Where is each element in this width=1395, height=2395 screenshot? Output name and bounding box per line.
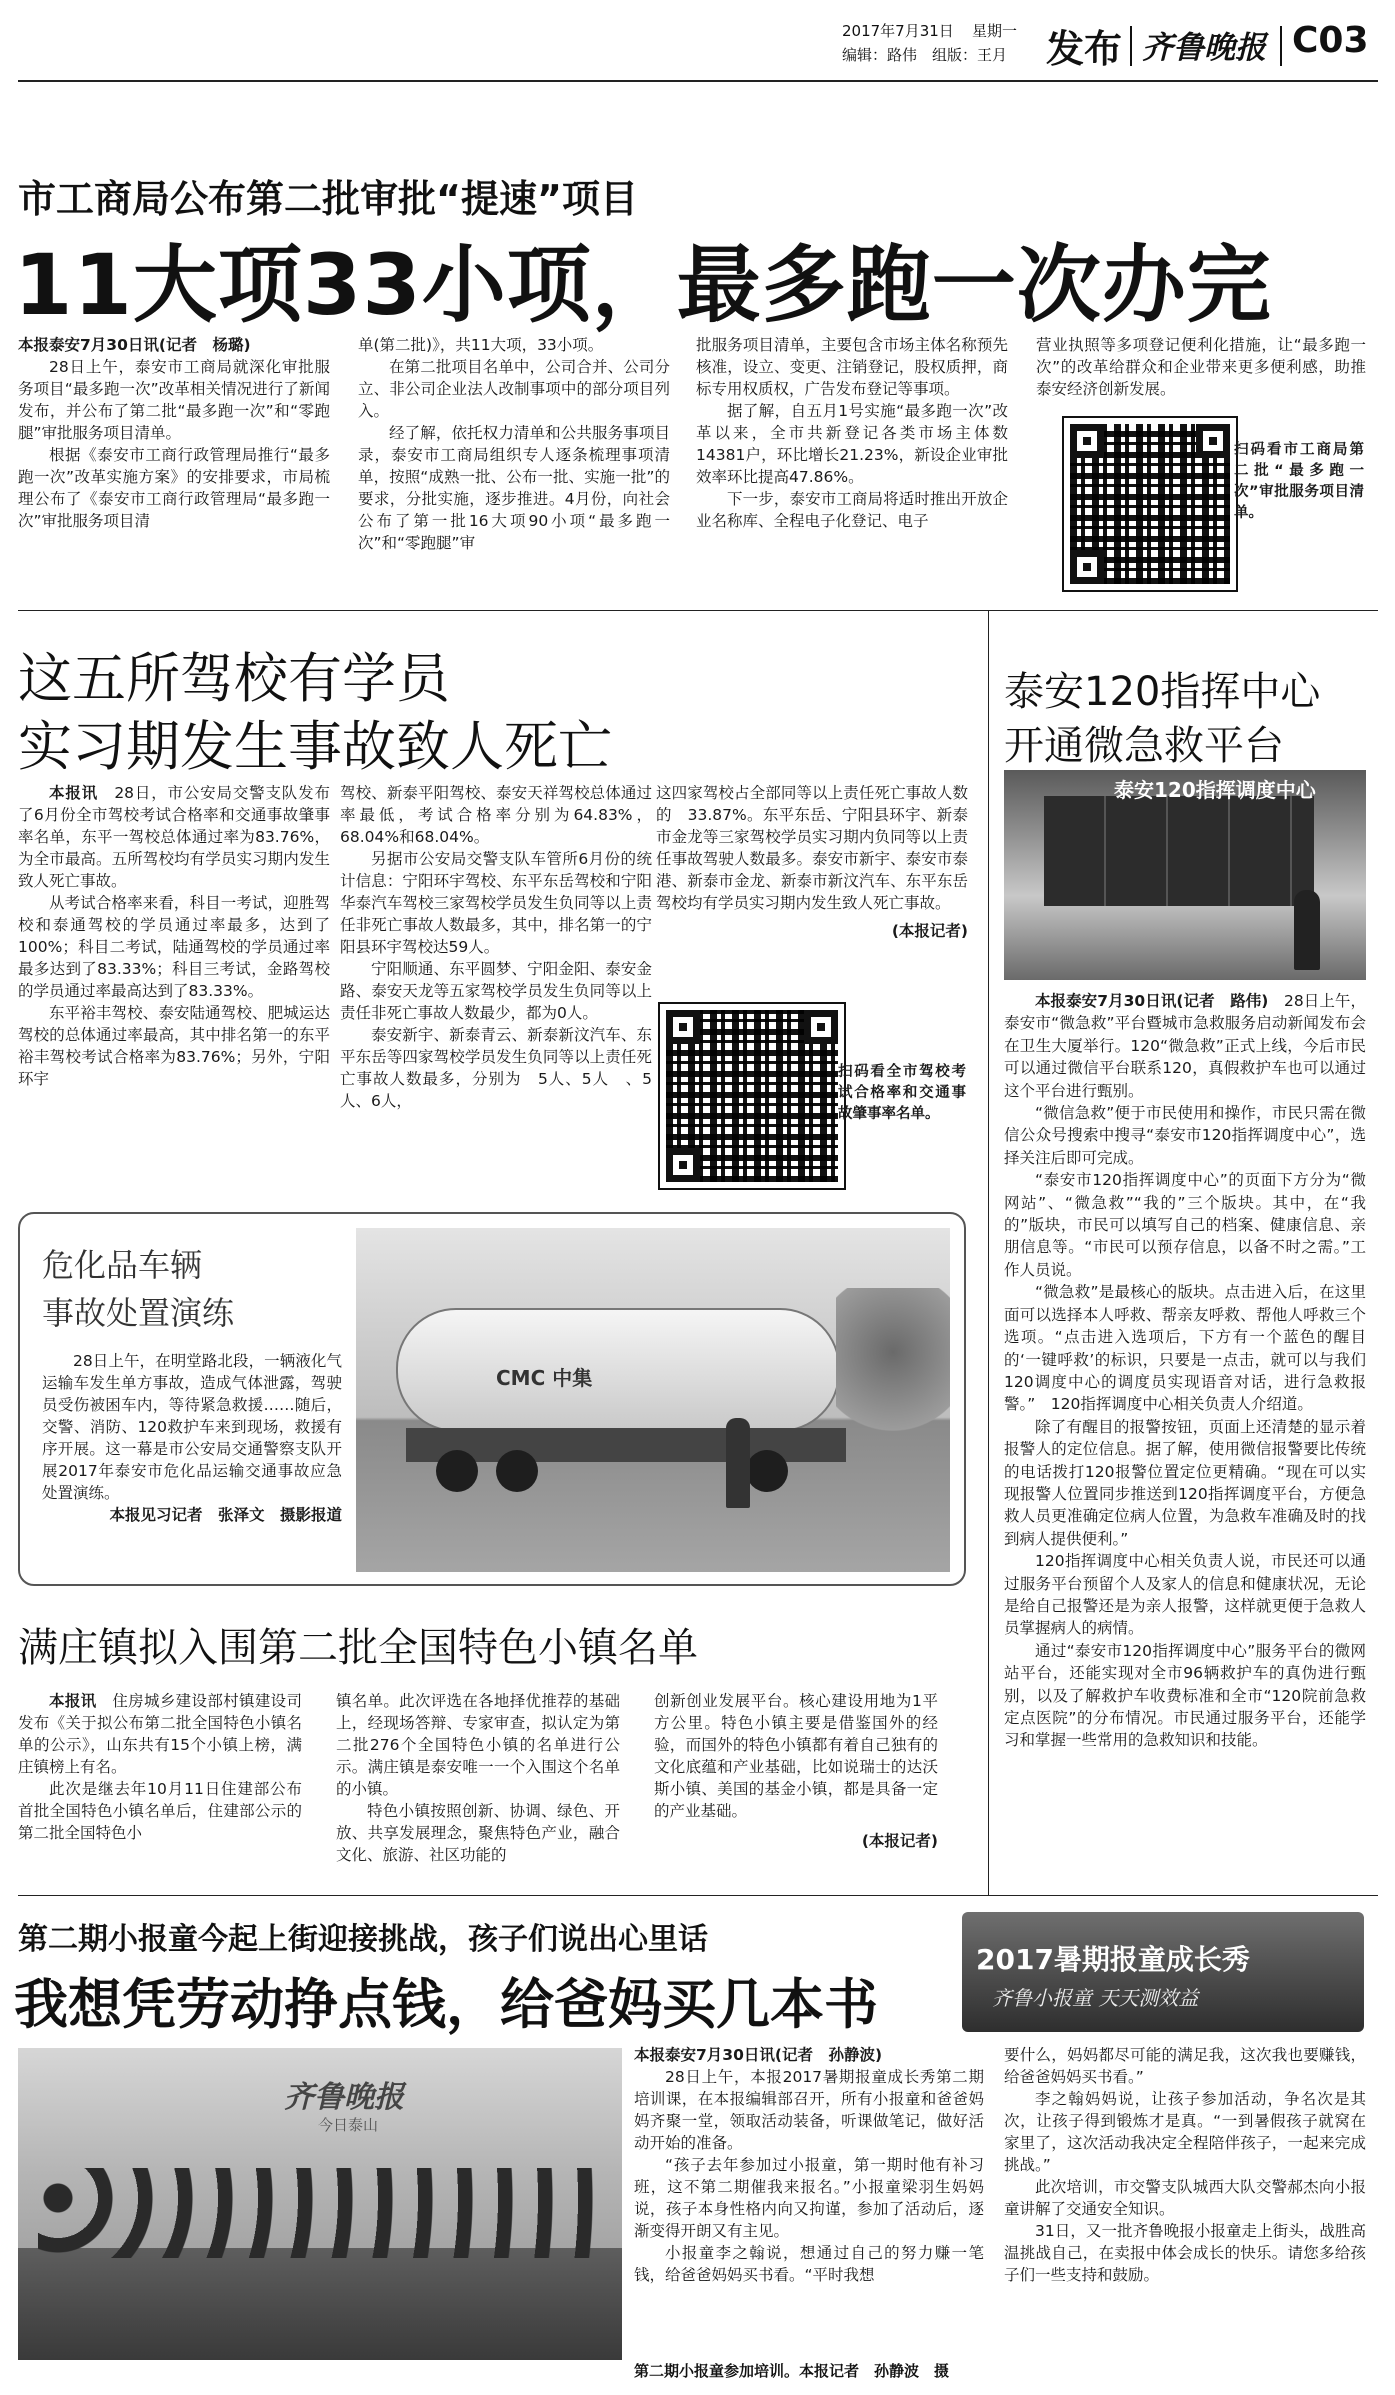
paragraph: 宁阳顺通、东平圆梦、宁阳金阳、泰安金路、泰安天龙等五家驾校学员发生负同等以上责任非死亡事故人数最少，都为0人。 <box>340 960 652 1022</box>
section-name: 发布 <box>1046 27 1123 71</box>
tanker-truck-photo <box>356 1228 950 1572</box>
article6-kicker: 第二期小报童今起上街迎接挑战，孩子们说出心里话 <box>18 1922 708 1957</box>
article2-col1 <box>18 782 330 1090</box>
paragraph: 根据《泰安市工商行政管理局推行“最多跑一次”改革实施方案》的安排要求，市局梳理公布了《泰安市工商行政管理局“最多跑一次”审批服务项目清 <box>18 446 330 530</box>
masthead-rule <box>18 80 1378 82</box>
section-rule <box>18 1895 1378 1896</box>
article2-byline: 本报讯 <box>49 784 98 802</box>
photo-crowd <box>38 2168 598 2258</box>
paragraph: 通过“泰安市120指挥调度中心”服务平台的微网站平台，还能实现对全市96辆救护车的真伪进行甄别，以及了解救护车收费标准和全市“120院前急救定点医院”的分布情况。市民通过服务平台，还能学习和掌握一些常用的急救知识和技能。 <box>1004 1641 1366 1750</box>
paragraph: 驾校、新泰平阳驾校、泰安天祥驾校总体通过率最低，考试合格率分别为64.83%，68.04%和68.04%。 <box>340 784 652 846</box>
paragraph: 除了有醒目的报警按钮，页面上还清楚的显示着报警人的定位信息。据了解，使用微信报警要比传统的电话拨打120报警位置定位更精确。“现在可以实现报警人位置同步推送到120指挥调度平台，方便急救人员更准确定位病人位置，为急救车准确及时的找到病人提供便利。” <box>1004 1417 1366 1548</box>
article1-col1 <box>18 334 330 532</box>
paragraph: 28日上午，本报2017暑期报童成长秀第二期培训课，在本报编辑部召开，所有小报童和爸爸妈妈齐聚一堂，领取活动装备，听课做笔记，做好活动开始的准备。 <box>634 2068 984 2152</box>
editors: 编辑：路伟 组版：王月 <box>842 46 1008 64</box>
paragraph: 经了解，依托权力清单和公共服务事项目录，泰安市工商局组织专人逐条梳理事项清单，按照“成熟一批、公布一批、实施一批”的要求，分批实施，逐步推进。4月份，向社会公布了第一批16大项90小项“最多跑一次”和“零跑腿”审 <box>358 424 670 552</box>
paragraph: “微信急救”便于市民使用和操作，市民只需在微信公众号搜索中搜寻“泰安市120指挥调度中心”，选择关注后即可完成。 <box>1004 1104 1366 1167</box>
article1-byline: 本报泰安7月30日讯(记者 杨璐) <box>18 336 251 354</box>
masthead-divider-2 <box>1280 26 1282 66</box>
article-hazmat-drill <box>18 1212 966 1586</box>
article6-byline: 本报泰安7月30日讯(记者 孙静波) <box>634 2046 883 2064</box>
promo-banner-title: 2017暑期报童成长秀 <box>976 1943 1250 1976</box>
paragraph: 批服务项目清单，主要包含市场主体名称预先核准，设立、变更、注销登记，股权质押，商标专用权质权，广告发布登记等事项。 <box>696 336 1008 398</box>
paragraph: 要什么，妈妈都尽可能的满足我，这次我也要赚钱，给爸爸妈妈买书看。” <box>1004 2046 1366 2086</box>
paragraph: 泰安新宇、新泰青云、新泰新汶汽车、东平东岳等四家驾校学员发生负同等以上责任死亡事故人数最多，分别为 5人、5人 、5人、6人， <box>340 1026 652 1110</box>
article3-byline: 本报泰安7月30日讯(记者 路伟) <box>1035 992 1269 1010</box>
paragraph: 120指挥调度中心相关负责人说，市民还可以通过服务平台预留个人及家人的信息和健康状况，无论是给自己报警还是为亲人报警，这样就更便于急救人员掌握病人的病情。 <box>1004 1552 1366 1638</box>
paragraph: “孩子去年参加过小报童，第一期时他有补习班，这不第二期催我来报名。”小报童梁羽生妈妈说，孩子本身性格内向又拘谨，参加了活动后，逐渐变得开朗又有主见。 <box>634 2156 984 2240</box>
article1-kicker: 市工商局公布第二批审批“提速”项目 <box>18 177 638 221</box>
photo-banner: 泰安120指挥调度中心 <box>1114 778 1316 802</box>
paragraph: 下一步，泰安市工商局将适时推出开放企业名称库、全程电子化登记、电子 <box>696 490 1008 530</box>
paragraph: 据了解，自五月1号实施“最多跑一次”改革以来，全市共新登记各类市场主体数14381户，环比增长21.23%，新设企业审批效率环比提高47.86%。 <box>696 402 1008 486</box>
article2-qr-caption: 扫码看全市驾校考试合格率和交通事故肇事率名单。 <box>838 1064 966 1122</box>
paragraph: 28日上午，泰安市工商局就深化审批服务项目“最多跑一次”改革相关情况进行了新闻发布，并公布了第二批“最多跑一次”和“零跑腿”审批服务项目清单。 <box>18 358 330 442</box>
paragraph: 31日，又一批齐鲁晚报小报童走上街头，战胜高温挑战自己，在卖报中体会成长的快乐。请您多给孩子们一些支持和鼓励。 <box>1004 2222 1366 2284</box>
article3-headline-line2: 开通微急救平台 <box>1004 723 1284 769</box>
article6-headline: 我想凭劳动挣点钱，给爸妈买几本书 <box>14 1973 878 2036</box>
paragraph: 另据市公安局交警支队车管所6月份的统计信息：宁阳环宇驾校、东平东岳驾校和宁阳华泰汽车驾校三家驾校学员发生负同等以上责任非死亡事故人数最多，其中，排名第一的宁阳县环宇驾校达59人。 <box>340 850 652 956</box>
article1-col3 <box>696 334 1008 532</box>
article4-title-line1: 危化品车辆 <box>42 1246 203 1284</box>
paragraph: 此次培训，市交警支队城西大队交警郝杰向小报童讲解了交通安全知识。 <box>1004 2178 1366 2218</box>
paragraph: 李之翰妈妈说，让孩子参加活动，争名次是其次，让孩子得到锻炼才是真。“一到暑假孩子就窝在家里了，这次活动我决定全程陪伴孩子，一起来完成挑战。” <box>1004 2090 1366 2174</box>
paragraph: 此次是继去年10月11日住建部公布首批全国特色小镇名单后，住建部公示的第二批全国特色小 <box>18 1780 302 1842</box>
article5-headline: 满庄镇拟入围第二批全国特色小镇名单 <box>18 1625 698 1671</box>
paragraph: 这四家驾校占全部同等以上责任死亡事故人数的 33.87%。东平东岳、宁阳县环宇、新泰市金龙等三家驾校学员实习期内负同等以上责任事故驾驶人数最多。泰安市新宇、泰安市泰港、新泰市金龙、新泰市新汶汽车、东平东岳驾校均有学员实习期内发生致人死亡事故。 <box>656 784 968 912</box>
article3-headline-line1: 泰安120指挥中心 <box>1004 669 1321 715</box>
article2-col2 <box>340 782 652 1112</box>
article2-signoff: (本报记者) <box>891 922 968 940</box>
photo-person <box>1294 890 1320 970</box>
truck-wheel <box>746 1450 788 1492</box>
article5-byline: 本报讯 <box>49 1692 97 1710</box>
article5-col1 <box>18 1690 302 1844</box>
article5-signoff: (本报记者) <box>861 1832 938 1850</box>
truck-wheel <box>436 1450 478 1492</box>
paragraph-lead: 住房城乡建设部村镇建设司发布《关于拟公布第二批全国特色小镇名单的公示》，山东共有15个小镇上榜，满庄镇榜上有名。 <box>18 1692 302 1776</box>
paragraph: 东平裕丰驾校、泰安陆通驾校、肥城运达驾校的总体通过率最高，其中排名第一的东平裕丰驾校考试合格率为83.76%；另外，宁阳环宇 <box>18 1004 330 1088</box>
article4-credit: 本报见习记者 张泽文 摄影报道 <box>109 1506 342 1524</box>
trees <box>836 1288 950 1448</box>
issue-date: 2017年7月31日 <box>842 22 954 40</box>
truck-label: CMC 中集 <box>496 1366 593 1390</box>
photo-screen-wall <box>1044 796 1314 906</box>
page-code: C03 <box>1292 20 1369 61</box>
column-divider <box>988 610 989 1895</box>
photo-wall-logo: 齐鲁晚报 <box>284 2080 404 2115</box>
article4-title-line2: 事故处置演练 <box>42 1294 235 1332</box>
dispatch-center-photo <box>1004 770 1366 980</box>
promo-banner-subtitle: 齐鲁小报童 天天测效益 <box>992 1986 1199 2010</box>
article3-body <box>1004 990 1366 1752</box>
paragraph-lead: 28日，市公安局交警支队发布了6月份全市驾校考试合格率和交通事故肇事率名单，东平一驾校总体通过率为83.76%，为全市最高。五所驾校均有学员实习期内发生致人死亡事故。 <box>18 784 330 890</box>
article2-headline-line2: 实习期发生事故致人死亡 <box>18 715 612 778</box>
paragraph: “泰安市120指挥调度中心”的页面下方分为“微网站”、“微急救”“我的”三个版块。其中，在“我的”版块，市民可以填写自己的档案、健康信息、亲朋信息等。“市民可以预存信息，以备不时之需。”工作人员说。 <box>1004 1171 1366 1279</box>
paragraph: “微急救”是最核心的版块。点击进入后，在这里面可以选择本人呼救、帮亲友呼救、帮他人呼救三个选项。“点击进入选项后，下方有一个蓝色的醒目的‘一键呼救’的标识，只要是一点击，就可以与我们120调度中心的调度员实现语音对话，进行急救报警。” 120指挥调度中心相关负责人介绍道。 <box>1004 1283 1366 1414</box>
paragraph-lead: 28日上午，泰安市“微急救”平台暨城市急救服务启动新闻发布会在卫生大厦举行。120“微急救”正式上线，今后市民可以通过微信平台联系120，真假救护车也可以通过这个平台进行甄别。 <box>1004 992 1366 1100</box>
article6-col1 <box>634 2044 984 2286</box>
article6-col2 <box>1004 2044 1366 2286</box>
training-class-photo <box>18 2048 622 2360</box>
paragraph: 小报童李之翰说，想通过自己的努力赚一笔钱，给爸爸妈妈买书看。“平时我想 <box>634 2244 984 2284</box>
paragraph: 28日上午，在明堂路北段，一辆液化气运输车发生单方事故，造成气体泄露，驾驶员受伤被困车内，等待紧急救援……随后，交警、消防、120救护车来到现场，救援有序开展。这一幕是市公安局交通警察支队开展2017年泰安市危化品运输交通事故应急处置演练。 <box>42 1352 342 1502</box>
paragraph: 特色小镇按照创新、协调、绿色、开放、共享发展理念，聚焦特色产业，融合文化、旅游、社区功能的 <box>336 1802 620 1864</box>
paragraph: 从考试合格率来看，科目一考试，迎胜驾校和泰通驾校的学员通过率最多，达到了100%；科目二考试，陆通驾校的学员通过率最多达到了83.33%；科目三考试，金路驾校的学员通过率最高达到了83.33%。 <box>18 894 330 1000</box>
qr-code-image <box>660 1004 844 1188</box>
article5-col3 <box>654 1690 938 1852</box>
issue-weekday: 星期一 <box>972 22 1018 40</box>
officer-figure <box>726 1418 750 1508</box>
article1-headline: 11大项33小项，最多跑一次办完 <box>14 236 1272 334</box>
truck-wheel <box>496 1450 538 1492</box>
paragraph: 在第二批项目名单中，公司合并、公司分立、非公司企业法人改制事项中的部分项目列入。 <box>358 358 670 420</box>
article5-col2 <box>336 1690 620 1866</box>
photo-wall-logo-sub: 今日泰山 <box>318 2116 379 2134</box>
article1-col2 <box>358 334 670 554</box>
paragraph: 营业执照等多项登记便利化措施，让“最多跑一次”的改革给群众和企业带来更多便利感，助推泰安经济创新发展。 <box>1036 336 1366 398</box>
article1-qr-caption: 扫码看市工商局第二批“最多跑一次”审批服务项目清单。 <box>1234 442 1364 521</box>
masthead-divider <box>1130 26 1132 66</box>
article6-photo-caption: 第二期小报童参加培训。本报记者 孙静波 摄 <box>634 2362 950 2380</box>
article2-col3 <box>656 782 968 942</box>
truck-tank <box>396 1308 840 1432</box>
section-rule <box>18 610 1378 611</box>
article4-body <box>42 1350 342 1526</box>
article1-col4 <box>1036 334 1366 400</box>
photo-table <box>18 2248 622 2360</box>
qr-code-image <box>1064 418 1236 590</box>
paragraph: 单(第二批)》，共11大项，33小项。 <box>358 336 604 354</box>
paragraph: 镇名单。此次评选在各地择优推荐的基础上，经现场答辩、专家审查，拟认定为第二批276个全国特色小镇的名单进行公示。满庄镇是泰安唯一一个入围这个名单的小镇。 <box>336 1692 620 1798</box>
paper-logo: 齐鲁晚报 <box>1142 30 1266 66</box>
paragraph: 创新创业发展平台。核心建设用地为1平方公里。特色小镇主要是借鉴国外的经验，而国外的特色小镇都有着自己独有的文化底蕴和产业基础，比如说瑞士的达沃斯小镇、美国的基金小镇，都是具备一定的产业基础。 <box>654 1692 938 1820</box>
promo-banner <box>962 1912 1364 2032</box>
article2-headline-line1: 这五所驾校有学员 <box>18 647 450 710</box>
